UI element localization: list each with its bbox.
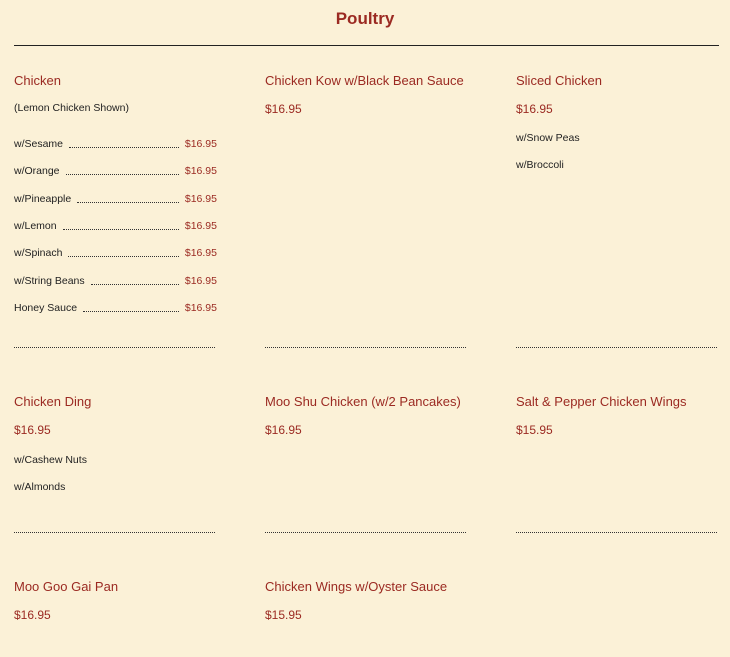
option-label: w/Pineapple	[14, 193, 72, 205]
option-price: $16.95	[184, 302, 217, 314]
option-label: w/Orange	[14, 165, 60, 177]
option-row	[14, 165, 217, 178]
menu-item-chicken-kow	[265, 73, 475, 116]
item-name: Chicken Wings w/Oyster Sauce	[265, 579, 448, 594]
item-name: Chicken Ding	[14, 394, 92, 409]
dot-leader	[83, 310, 179, 312]
option-label: Honey Sauce	[14, 302, 78, 314]
item-option: w/Broccoli	[516, 159, 564, 171]
menu-item-moo-shu-chicken	[265, 394, 475, 437]
dotted-separator	[516, 347, 717, 348]
item-name: Salt & Pepper Chicken Wings	[516, 394, 687, 409]
option-row	[14, 193, 217, 206]
dotted-separator	[14, 532, 215, 533]
option-price: $16.95	[184, 275, 217, 287]
option-row	[14, 220, 217, 233]
option-label: w/String Beans	[14, 275, 85, 287]
dotted-separator	[14, 347, 215, 348]
option-price: $16.95	[184, 165, 217, 177]
item-name: Chicken	[14, 73, 61, 88]
item-price: $15.95	[516, 423, 553, 437]
item-name: Moo Shu Chicken (w/2 Pancakes)	[265, 394, 461, 409]
item-name: Chicken Kow w/Black Bean Sauce	[265, 73, 464, 88]
option-price: $16.95	[184, 193, 217, 205]
menu-item-salt-pepper-wings	[516, 394, 726, 437]
menu-item-chicken	[14, 73, 224, 323]
option-label: w/Sesame	[14, 138, 64, 150]
dot-leader	[69, 146, 179, 148]
item-option: w/Cashew Nuts	[14, 454, 87, 466]
menu-item-sliced-chicken	[516, 73, 726, 172]
option-price: $16.95	[184, 138, 217, 150]
dot-leader	[77, 201, 179, 203]
option-row	[14, 247, 217, 260]
option-row	[14, 302, 217, 315]
option-price: $16.95	[184, 247, 217, 259]
option-label: w/Lemon	[14, 220, 57, 232]
option-row	[14, 138, 217, 151]
option-price: $16.95	[184, 220, 217, 232]
item-note: (Lemon Chicken Shown)	[14, 102, 129, 114]
item-price: $16.95	[265, 102, 302, 116]
dot-leader	[63, 228, 179, 230]
dotted-separator	[516, 532, 717, 533]
item-name: Moo Goo Gai Pan	[14, 579, 119, 594]
section-title: Poultry	[335, 9, 395, 28]
item-price: $16.95	[14, 423, 51, 437]
item-price: $15.95	[265, 608, 302, 622]
item-name: Sliced Chicken	[516, 73, 602, 88]
dot-leader	[68, 255, 178, 257]
dotted-separator	[265, 347, 466, 348]
dot-leader	[91, 283, 179, 285]
title-divider	[14, 45, 719, 46]
item-price: $16.95	[265, 423, 302, 437]
item-option: w/Snow Peas	[516, 132, 580, 144]
option-row	[14, 275, 217, 288]
dot-leader	[66, 173, 179, 175]
item-option: w/Almonds	[14, 481, 66, 493]
item-price: $16.95	[516, 102, 553, 116]
menu-item-chicken-wings-oyster	[265, 579, 475, 622]
item-price: $16.95	[14, 608, 51, 622]
menu-item-moo-goo-gai-pan	[14, 579, 224, 622]
menu-item-chicken-ding	[14, 394, 224, 494]
dotted-separator	[265, 532, 466, 533]
option-label: w/Spinach	[14, 247, 63, 259]
